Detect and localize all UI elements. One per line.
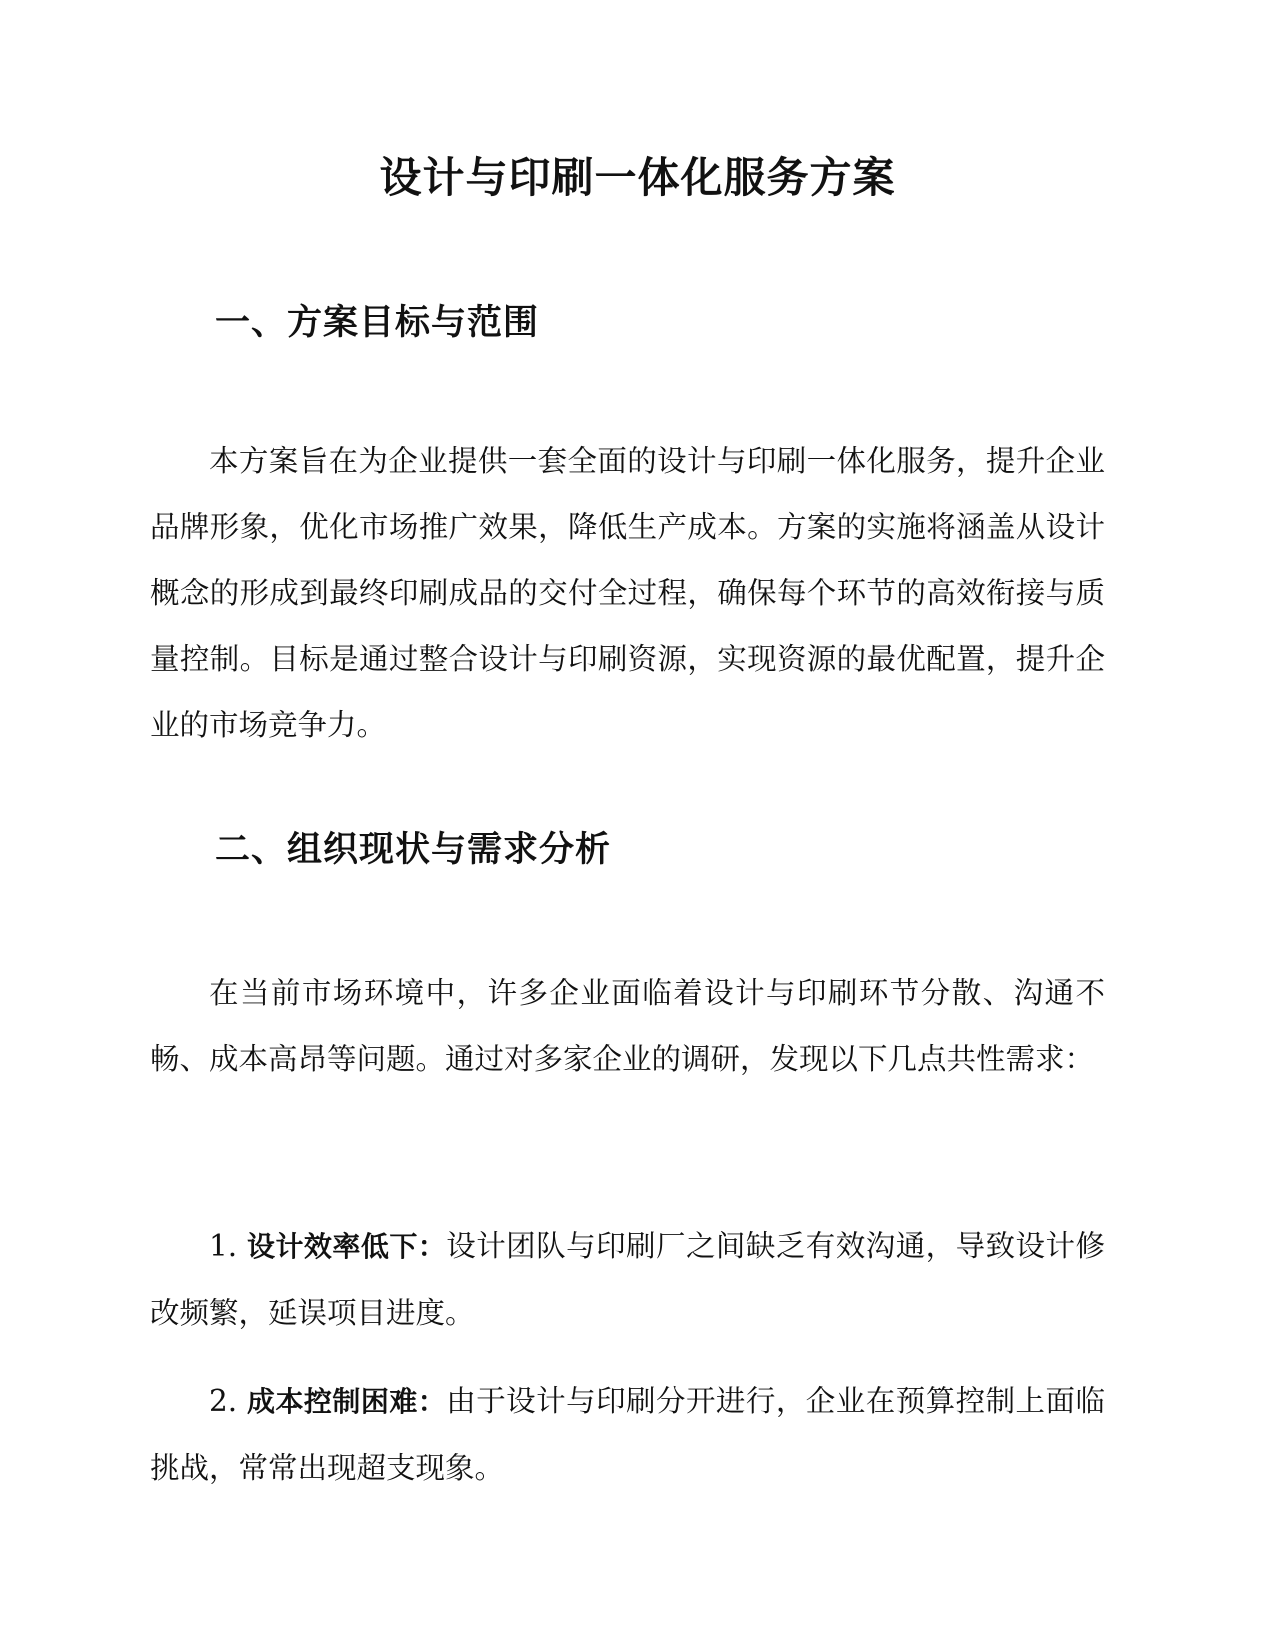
list-item-lead: 成本控制困难： [247, 1385, 447, 1418]
list-item-number: 1. [209, 1229, 247, 1263]
section-paragraph-analysis: 在当前市场环境中，许多企业面临着设计与印刷环节分散、沟通不畅、成本高昂等问题。通过对多家企业的调研，发现以下几点共性需求： [150, 976, 1105, 1076]
list-item-text: 设计团队与印刷厂之间缺乏有效沟通，导致设计修改频繁，延误项目进度。 [150, 1229, 1105, 1330]
list-item-lead: 设计效率低下： [247, 1230, 447, 1263]
list-item [150, 1368, 1105, 1501]
list-item-number: 2. [209, 1384, 247, 1418]
section-heading-analysis: 二、组织现状与需求分析 [215, 830, 612, 870]
section-heading-goals: 一、方案目标与范围 [215, 303, 540, 343]
list-item [150, 1213, 1105, 1346]
document-title: 设计与印刷一体化服务方案 [379, 153, 896, 202]
section-paragraph-goals: 本方案旨在为企业提供一套全面的设计与印刷一体化服务，提升企业品牌形象，优化市场推广效果，降低生产成本。方案的实施将涵盖从设计概念的形成到最终印刷成品的交付全过程，确保每个环节的高效衔接与质量控制。目标是通过整合设计与印刷资源，实现资源的最优配置，提升企业的市场竞争力。 [150, 444, 1105, 742]
list-item-text: 由于设计与印刷分开进行，企业在预算控制上面临挑战，常常出现超支现象。 [150, 1384, 1105, 1485]
